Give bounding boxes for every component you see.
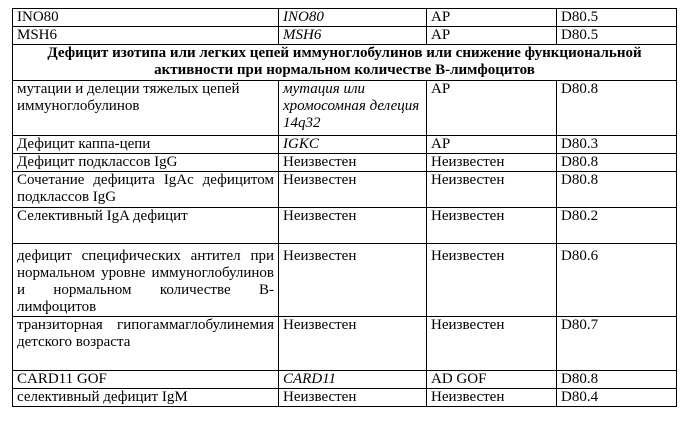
table-row (13, 172, 677, 208)
disorder-cell: CARD11 GOF (13, 371, 279, 389)
table-row (13, 136, 677, 154)
inheritance-cell: AP (427, 81, 557, 136)
icd-code-cell: D80.3 (557, 136, 677, 154)
icd-code-cell: D80.8 (557, 154, 677, 172)
disorder-cell: мутации и делеции тяжелых цепей иммуноглобулинов (13, 81, 279, 136)
table-row (13, 389, 677, 407)
disorder-cell: транзиторная гипогаммаглобулинемия детского возраста (13, 317, 279, 371)
disorder-cell: дефицит специфических антител при нормальном уровне иммуноглобулинов и нормальном количестве B-лимфоцитов (13, 244, 279, 317)
table-row (13, 9, 677, 27)
disorder-cell: INO80 (13, 9, 279, 27)
gene-cell: мутация или хромосомная делеция 14q32 (279, 81, 427, 136)
icd-code-cell: D80.6 (557, 244, 677, 317)
disorder-cell: селективный дефицит IgM (13, 389, 279, 407)
disorder-cell: MSH6 (13, 27, 279, 45)
disorder-cell: Селективный IgA дефицит (13, 208, 279, 244)
table-row (13, 81, 677, 136)
gene-cell: MSH6 (279, 27, 427, 45)
inheritance-cell: AP (427, 136, 557, 154)
inheritance-cell: AP (427, 27, 557, 45)
table-row (13, 208, 677, 244)
table-row (13, 27, 677, 45)
inheritance-cell: Неизвестен (427, 172, 557, 208)
gene-cell: IGKC (279, 136, 427, 154)
table-row (13, 317, 677, 371)
icd-code-cell: D80.8 (557, 371, 677, 389)
icd-code-cell: D80.4 (557, 389, 677, 407)
table-row (13, 154, 677, 172)
immunodeficiency-table (12, 8, 677, 407)
inheritance-cell: Неизвестен (427, 208, 557, 244)
icd-code-cell: D80.2 (557, 208, 677, 244)
section-header-row (13, 45, 677, 81)
table-row (13, 244, 677, 317)
disorder-cell: Сочетание дефицита IgAc дефицитом подклассов IgG (13, 172, 279, 208)
icd-code-cell: D80.5 (557, 9, 677, 27)
inheritance-cell: Неизвестен (427, 389, 557, 407)
inheritance-cell: AP (427, 9, 557, 27)
gene-cell: Неизвестен (279, 317, 427, 371)
gene-cell: Неизвестен (279, 208, 427, 244)
inheritance-cell: Неизвестен (427, 154, 557, 172)
table-row (13, 371, 677, 389)
gene-cell: Неизвестен (279, 172, 427, 208)
icd-code-cell: D80.8 (557, 172, 677, 208)
gene-cell: INO80 (279, 9, 427, 27)
inheritance-cell: Неизвестен (427, 317, 557, 371)
icd-code-cell: D80.8 (557, 81, 677, 136)
gene-cell: CARD11 (279, 371, 427, 389)
gene-cell: Неизвестен (279, 244, 427, 317)
gene-cell: Неизвестен (279, 154, 427, 172)
icd-code-cell: D80.7 (557, 317, 677, 371)
section-header: Дефицит изотипа или легких цепей иммуноглобулинов или снижение функциональной активности при нормальном количестве B-лимфоцитов (13, 45, 677, 81)
icd-code-cell: D80.5 (557, 27, 677, 45)
inheritance-cell: Неизвестен (427, 244, 557, 317)
inheritance-cell: AD GOF (427, 371, 557, 389)
disorder-cell: Дефицит каппа-цепи (13, 136, 279, 154)
disorder-cell: Дефицит подклассов IgG (13, 154, 279, 172)
gene-cell: Неизвестен (279, 389, 427, 407)
